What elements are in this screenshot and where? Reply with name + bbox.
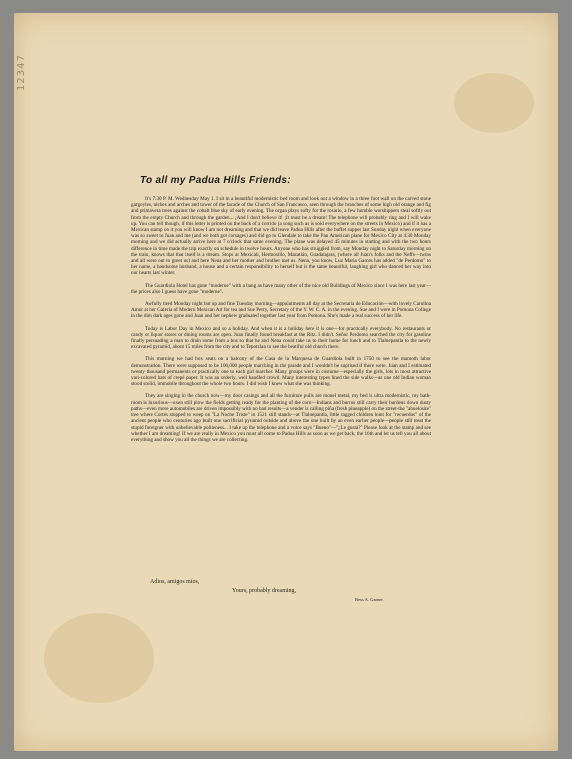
letter-paragraph: Awfully tired Monday night but up and fine Tuesday morning—appointments all day at the Secretaría de Educación—with lovely Carolina Amor at her Galería of Modern Mexican Art for tea and Sue Perry, Secretary of the Y. W. C. A. in the evening. Sue and I were in Pomona College in the dim dark ages gone and Juan and her nephew graduated together last year from Pomona. She's made a real success of her life. — [131, 301, 431, 320]
letter-paragraph: This morning we had box seats on a balcony of the Casa de la Marquesa de Guardiola built in 1750 to see the mamoth labor demonstration. There were supposed to be 100,000 people marching in the parade and I wouldn't be suprised if there were. Juan and I estimated twenty thousand permanents or practically one to each girl marcher. Many groups were in costume—especially the girls, lots in most attractive vari-colored hats of crepé paper. It was an orderly, well handled crowd. Many interesting types lined the side walks—as one old Indian woman stood stolid, immobile throughout the whole two hours. I did wish I knew what she was thinking. — [131, 356, 431, 388]
letter-closing: Adios, amigos míos, — [150, 579, 200, 585]
letter-paragraph: Today is Labor Day in Mexico and so a holiday. And when it is a holiday here it is one—for practically everybody. No restaurants or candy or liquor stores or dining rooms are open. Juan finally found breakfast at the Ritz. I didn't. Señor Perdomo searched the city for gasoline finally persuading a man to drain some from a bus so that he and Nena could take us to their home for lunch and to Tlalnepantla to the newly excavated pyramid, about 15 miles from the city and to Tepotzlan to see the beatiful old church there. — [131, 325, 431, 351]
letter-paragraph: It's 7:30 P. M. Wednesday May 1. I sit in a beautiful modernistic bed room and look out a window in a three foot wall on the carved stone gargoyles, niches and arches and tower of the facade of the Church of San Francasco, seen through the branches of some high old orange and fig and primavera trees against the cobalt blue sky of early evening. The organ plays softy for the rosario, a few humble worshippers steal softly out from the empty Church and through the garden... ¡And I don't believe it! ¡It must be a dream! The telephone will probably ring and I will wake up. You can tell though, if this letter is printed on the back of a corrido (a song such as is sold everywhere on the streets in Mexico) and if it has a Mexican stamp on it you will know I am not dreaming and that we did leave Padua Hills after the buffet supper last Sunday night when everyone was so sweet to Juan and me (and we both got corsages) and did go to Glendale to take the Pan American plane for Mexico City at 4:30 Monday morning and we did actually arrive here at 7 o'clock that same evening. The plane was delayed 45 minutes in starting and with the two hours difference in time made the trip exactly on schedule in twelve hours. Anyone who has struggled from, say Monday night to Saturday morning on the train, knows that that itself is a dream. Stops at Mexicali, Hermosillo, Mazatlán, Guadalajara, (where all Juan's folks and the Neffs—twins and all were out to greet us) and here Nena and her mother and brother met us. Nena, you know, Luz Maria Garces has added "de Perdomo" to her name, a handsome husband, a house and a certain responsibility to herself but is the same beautiful, laughing girl who danced her way into our hearts last winter. — [131, 196, 431, 277]
paper-stain — [454, 73, 534, 133]
letter-sign-off: Yours, probably dreaming, — [232, 588, 297, 594]
letter-signature: Bess A. Garner. — [355, 597, 384, 602]
letter-paragraph: The Guardiola Hotel has gone "moderne" with a bang as have many other of the nice old Buildings of Mexico since I was here last year—the prices also I guess have gone "moderne". — [131, 282, 431, 295]
archive-mark: 12347 — [16, 54, 27, 91]
paper-stain — [44, 613, 154, 703]
letter-body — [131, 196, 431, 449]
letter-paragraph: They are singing in the church now—my door casings and all the furniture pulls are monel metal, my bed is ultra modernistic, my bath-room is luxurious—oxen still plow the fields getting ready for the planting of the corn—Indians and burros still carry their burdens down dusty paths—even more automobiles are driven impossibly with no bad results—a vender is calling piña (fresh pineapple) on the street-the "abuelosite" tree where Cortés stopped to weep on "La Noche Triste" in 1521 still stands—at Tlalnepantla, little ragged children hunt for "recuerdos" of the ancient people who centuries ago built one sacrificial pyramid outside and above the one built by an even earlier people—people still treat the stupid foreigner with unbelievable politeness... I take up the telephone and a voice says "Bueno"—"¿Le gusta?" Please look at the stamp and see whether I am dreaming! If we are really in Mexico you must all come to Padua Hills as soon as we get back, the 16th and let us tell you all about everything and show you all the things we are collecting. — [131, 393, 431, 443]
letter-greeting: To all my Padua Hills Friends: — [140, 175, 291, 186]
